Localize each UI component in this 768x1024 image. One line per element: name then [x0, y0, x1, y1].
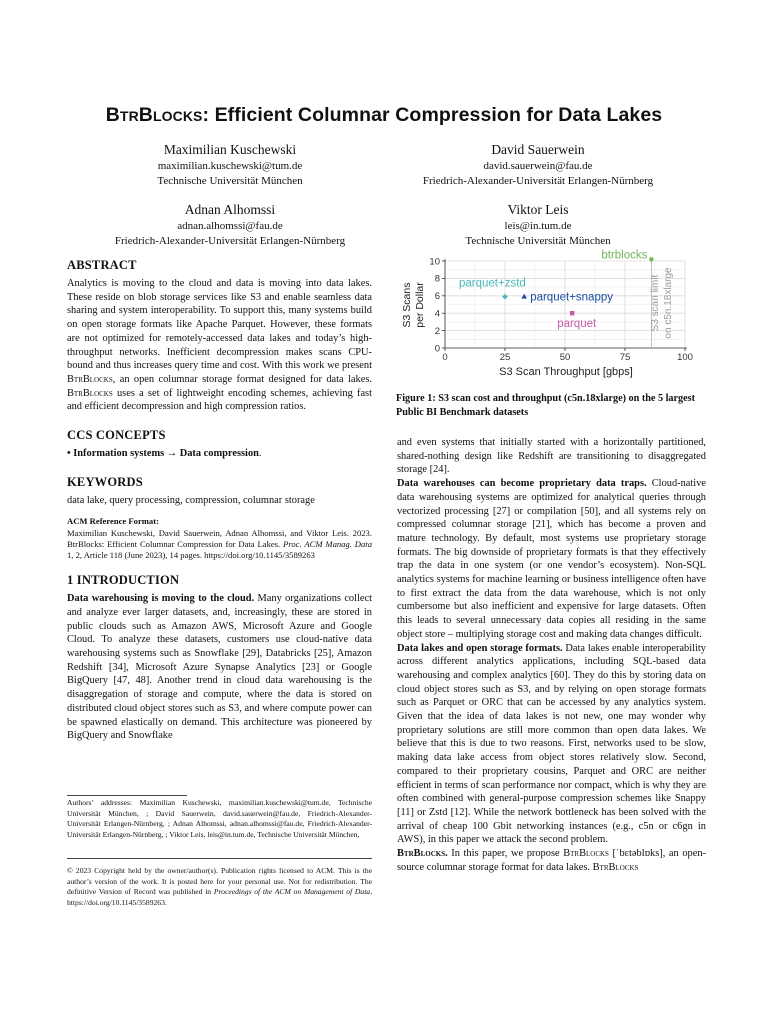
paragraph-proprietary: Data warehouses can become proprietary data traps. Cloud-native data warehousing systems are optimized for analytical queries through vectorized processing [27] or compilation [50], and all systems rely on compressed columnar storage [21], which has become a proven and mature technology. By default, most systems use proprietary storage formats. The big downside of proprietary formats is that they effectively trap the data in one system (or one vendor’s ecosystem). Non-SQL analytics systems for machine learning or business intelligence often have to first extract the data from the data warehouse, which is not only cumbersome but also inefficient and expensive for large datasets. Often this leads to several unnecessary data copies all residing in the same object store – multiplying storage cost and making data changes difficult. — [397, 478, 706, 640]
x-tick-label: 50 — [559, 352, 571, 363]
data-point-parquet-zstd — [502, 294, 508, 300]
series-label-parquet: parquet — [557, 318, 597, 331]
author-email: leis@in.tum.de — [504, 220, 572, 232]
footnote-separator — [67, 858, 372, 859]
acm-reference: ACM Reference Format: Maximilian Kuschewski, David Sauerwein, Adnan Alhomssi, and Viktor Leis. 2023. BtrBlocks: Efficient Columnar Compression for Data Lakes. Proc. ACM Manag. Data 1, 2, Article 118 (June 2023), 14 pages. https://doi.org/10.1145/3589263 — [67, 516, 372, 561]
series-label-parquet-zstd: parquet+zstd — [459, 277, 526, 290]
paragraph-continuation: and even systems that initially started with a horizontally partitioned, shared-nothing design like Redshift are transitioning to disaggregated storage [24]. — [397, 437, 706, 476]
author-email: adnan.alhomssi@fau.de — [177, 220, 283, 232]
introduction-heading: 1 INTRODUCTION — [67, 573, 180, 588]
author-affiliation: Technische Universität München — [157, 174, 303, 187]
data-point-btrblocks — [649, 257, 653, 261]
author-email: maximilian.kuschewski@tum.de — [157, 160, 303, 172]
copyright-footnote: © 2023 Copyright held by the owner/author(s). Publication rights licensed to ACM. This is the author’s version of the work. It is posted here for your personal use. Not for redistribution. The definitive Version of Record was published in Proceedings of the ACM on Management of Data, https://doi.org/10.1145/3589263. — [67, 866, 373, 907]
author-affiliation: Friedrich-Alexander-Universität Erlangen-Nürnberg — [114, 234, 346, 247]
y-axis-label-line-2: per Dollar — [414, 282, 426, 328]
scan-limit-label: S3 scan limit — [650, 274, 661, 332]
y-tick-label: 4 — [434, 308, 440, 320]
y-tick-label: 0 — [434, 343, 440, 355]
chart-marks — [459, 249, 654, 348]
y-tick-label: 2 — [434, 325, 440, 337]
x-tick-label: 75 — [619, 352, 631, 363]
right-column-text — [397, 436, 706, 875]
paragraph-btrblocks: BtrBlocks. In this paper, we propose BtrBlocks [ˈbɛtəblɒks], an open-source columnar storage format for data lakes. BtrBlocks — [397, 848, 706, 873]
chart-grid — [445, 261, 685, 348]
data-point-parquet — [570, 311, 574, 315]
scan-limit-label-2: on c5n.18xlarge — [663, 267, 674, 339]
y-axis-label-line-1: S3 Scans — [401, 282, 413, 328]
series-label-btrblocks: btrblocks — [601, 249, 648, 262]
x-tick-label: 0 — [442, 352, 448, 363]
paragraph-data-lakes: Data lakes and open storage formats. Data lakes enable interoperability across different analytics applications, including SQL-based data warehousing and complex analytics [60]. They do this by storing data on cloud object stores such as S3, and by relying on open storage formats such as Parquet or ORC that can be accessed by any analytics system. Given that the idea of data lakes is not new, one may wonder why proprietary solutions are still more common than open data lakes. We believe that this is due to two reasons. First, networks used to be slow, making data lake access from object stores relatively slow. Second, compared to their proprietary cousins, Parquet and ORC are neither efficient in terms of scan performance nor compact, which is why they are often combined with general-purpose compression schemes like Snappy [11] or Zstd [12]. While the network bottleneck has been solved with the arrival of cheap 100 Gbit networking instances (e.g., c5n or c6gn in AWS), in this paper we attack the second problem. — [397, 642, 706, 846]
abstract-text: Analytics is moving to the cloud and data is moving into data lakes. These reside on blob storage services like S3 and enable seamless data sharing and system interoperability. To support this, many systems build on open storage formats like Apache Parquet. However, these formats are not optimized for remotely-accessed data lakes and today’s high-throughput networks. Inefficient decompression makes scans CPU-bound and thus increases query time and cost. With this work we present BtrBlocks, an open columnar storage format designed for data lakes. BtrBlocks uses a set of lightweight encoding schemes, achieving fast and efficient decompression and high compression ratios. — [67, 278, 372, 413]
y-tick-label: 6 — [434, 291, 440, 303]
author-affiliation: Friedrich-Alexander-Universität Erlangen-Nürnberg — [422, 174, 654, 187]
keywords-text: data lake, query processing, compression, columnar storage — [67, 494, 315, 506]
abstract-heading: ABSTRACT — [67, 258, 137, 272]
x-tick-label: 25 — [499, 352, 511, 363]
footnote-rule — [67, 795, 187, 796]
author-block-3 — [80, 201, 380, 248]
author-addresses-footnote: Authors’ addresses: Maximilian Kuschewski, maximilian.kuschewski@tum.de, Technische Universität München, ; David Sauerwein, david.sauerwein@fau.de, Friedrich-Alexander-Universität Erlangen-Nürnberg, ; Adnan Alhomssi, adnan.alhomssi@fau.de, Friedrich-Alexander-Universität Erlangen-Nürnberg, ; Viktor Leis, leis@in.tum.de, Technische Universität München, — [67, 798, 372, 839]
author-block-1 — [80, 141, 380, 188]
figure-1-caption: Figure 1: S3 scan cost and throughput (c5n.18xlarge) on the 5 largest Public BI Benchmark datasets — [396, 393, 696, 418]
author-name: Viktor Leis — [507, 202, 569, 217]
paper-title: BtrBlocks: Efficient Columnar Compression for Data Lakes — [105, 104, 663, 126]
author-name: Maximilian Kuschewski — [163, 142, 297, 157]
author-name: Adnan Alhomssi — [184, 202, 276, 217]
x-axis-label: S3 Scan Throughput [gbps] — [499, 366, 633, 378]
author-name: David Sauerwein — [491, 142, 585, 157]
author-block-2 — [388, 141, 688, 188]
x-tick-label: 100 — [677, 352, 693, 363]
figure-1-chart — [396, 249, 706, 380]
author-affiliation: Technische Universität München — [465, 234, 611, 247]
y-tick-label: 8 — [434, 273, 440, 285]
ccs-heading: CCS CONCEPTS — [67, 428, 166, 443]
ccs-text: • Information systems → Data compression. — [67, 448, 262, 460]
author-email: david.sauerwein@fau.de — [483, 160, 593, 172]
author-block-4 — [388, 201, 688, 248]
series-label-parquet-snappy: parquet+snappy — [530, 291, 614, 304]
y-tick-label: 10 — [429, 256, 440, 268]
keywords-heading: KEYWORDS — [67, 474, 143, 489]
introduction-text: Data warehousing is moving to the cloud. Many organizations collect and analyze ever larger datasets, and, increasingly, these are stored in public clouds such as Amazon AWS, Microsoft Azure and Google Cloud. To analyze these datasets, customers use cloud-native data warehousing systems such as Snowflake [29], Databricks [25], Amazon Redshift [34], Microsoft Azure Synapse Analytics [23] or Google BigQuery [47, 48]. Another trend in cloud data warehousing is the disaggregation of storage and compute, where the data is stored on distributed cloud object stores such as S3, and where compute power can be spawned elastically on demand. This architecture was pioneered by BigQuery and Snowflake — [67, 593, 373, 742]
left-column — [67, 258, 372, 743]
